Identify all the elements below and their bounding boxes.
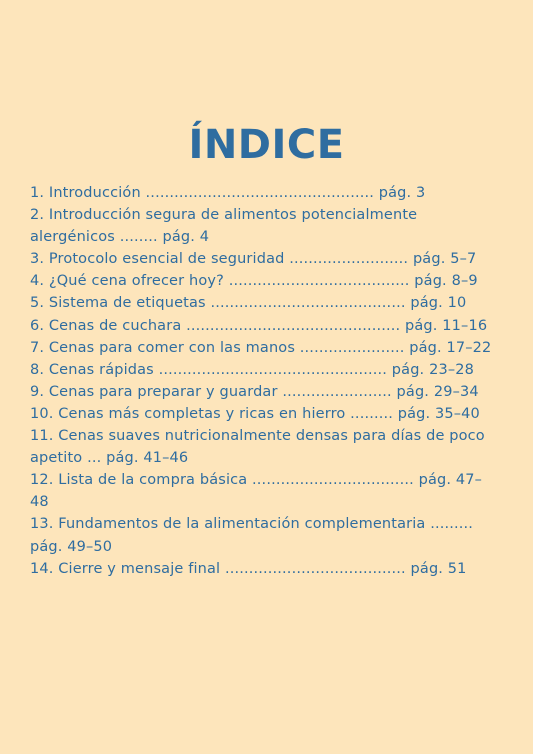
toc-entry-8: 8. Cenas rápidas ................................................ pág. 23–28	[30, 361, 474, 378]
toc-entry-12: 12. Lista de la compra básica .................................. pág. 47–48	[30, 472, 483, 511]
toc-entry-13: 13. Fundamentos de la alimentación complementaria ......... pág. 49–50	[30, 516, 474, 555]
toc-entry-5: 5. Sistema de etiquetas ......................................... pág. 10	[30, 295, 467, 312]
toc-entry-4: 4. ¿Qué cena ofrecer hoy? ...................................... pág. 8–9	[30, 273, 478, 290]
toc-entry-1: 1. Introducción ................................................ pág. 3	[30, 185, 426, 201]
toc-entry-9: 9. Cenas para preparar y guardar ....................... pág. 29–34	[30, 383, 479, 400]
toc-entry-7: 7. Cenas para comer con las manos ...................... pág. 17–22	[30, 339, 492, 356]
toc-entry-2: 2. Introducción segura de alimentos potencialmente alergénicos ........ pág. 4	[30, 207, 418, 246]
table-of-contents	[30, 182, 500, 580]
toc-entry-14: 14. Cierre y mensaje final ...................................... pág. 51	[30, 560, 467, 577]
page-title: ÍNDICE	[188, 121, 345, 168]
toc-entry-10: 10. Cenas más completas y ricas en hierro ......... pág. 35–40	[30, 405, 480, 422]
toc-entry-11: 11. Cenas suaves nutricionalmente densas para días de poco apetito ... pág. 41–46	[30, 428, 485, 467]
toc-entry-6: 6. Cenas de cuchara ............................................. pág. 11–16	[30, 317, 488, 334]
toc-entry-3: 3. Protocolo esencial de seguridad ......................... pág. 5–7	[30, 251, 477, 268]
